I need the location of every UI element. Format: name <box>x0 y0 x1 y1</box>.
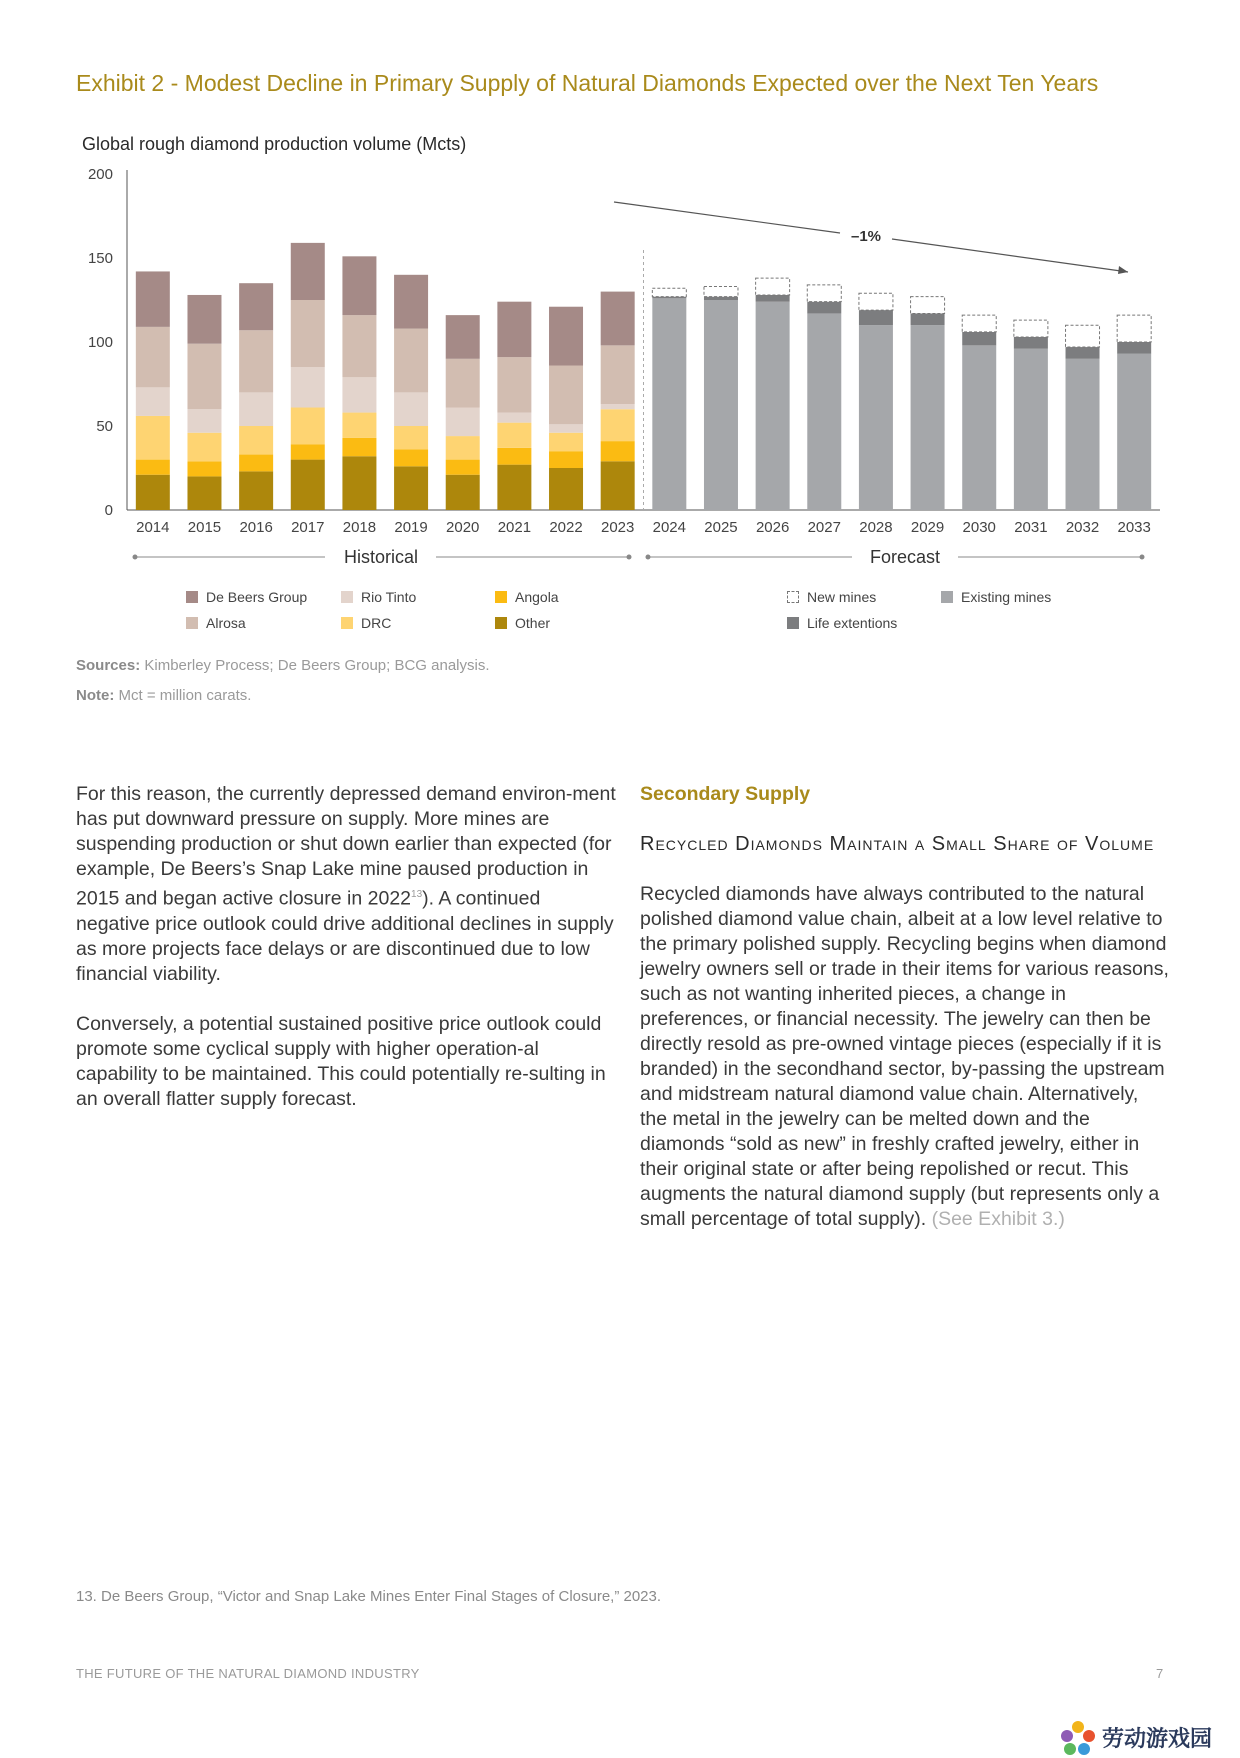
note-text: Mct = million carats. <box>114 687 252 704</box>
x-tick-label: 2021 <box>497 519 532 536</box>
bar-segment-other <box>239 471 273 510</box>
bar-2018 <box>342 256 376 510</box>
bar-segment-angola <box>342 438 376 456</box>
bar-segment-rio_tinto <box>187 409 221 433</box>
x-tick-label: 2022 <box>549 519 583 536</box>
y-tick-label: 0 <box>104 502 113 519</box>
bar-segment-existing <box>1066 359 1100 510</box>
legend-existing <box>941 589 1051 605</box>
bar-segment-life_ext <box>1066 347 1100 359</box>
bar-segment-drc <box>291 408 325 445</box>
bar-segment-rio_tinto <box>601 404 635 409</box>
bar-2021 <box>497 302 531 510</box>
x-tick-label: 2025 <box>704 519 738 536</box>
x-tick-label: 2020 <box>446 519 480 536</box>
bar-segment-new <box>911 297 945 314</box>
trend-line-left <box>614 202 840 233</box>
x-tick-label: 2027 <box>807 519 841 536</box>
pinwheel-logo-icon <box>1058 1718 1098 1758</box>
bar-2017 <box>291 243 325 510</box>
bar-segment-angola <box>497 448 531 465</box>
left-paragraph-1-b: ). A continued negative price outlook could drive additional declines in supply as more projects face delays or are discontinued due to low financial viability. <box>76 887 614 985</box>
bar-segment-new <box>962 315 996 332</box>
x-tick-label: 2032 <box>1065 519 1100 536</box>
x-tick-label: 2029 <box>910 519 945 536</box>
bar-segment-new <box>756 278 790 295</box>
bar-segment-drc <box>446 436 480 460</box>
footnote: 13. De Beers Group, “Victor and Snap Lake Mines Enter Final Stages of Closure,” 2023. <box>76 1588 662 1605</box>
bar-segment-alrosa <box>446 359 480 408</box>
bar-segment-drc <box>549 433 583 451</box>
left-paragraph-1 <box>76 782 616 987</box>
legend-rio-tinto <box>341 589 416 605</box>
forecast-label: Forecast <box>869 547 941 567</box>
section-heading: Secondary Supply <box>640 783 811 805</box>
note-line <box>76 687 251 704</box>
legend-angola <box>495 589 559 605</box>
bar-segment-alrosa <box>497 357 531 412</box>
x-tick-label: 2019 <box>394 519 428 536</box>
bar-segment-drc <box>394 426 428 450</box>
legend-label-de-beers: De Beers Group <box>206 589 308 605</box>
bar-segment-new <box>1066 325 1100 347</box>
bar-segment-other <box>601 461 635 510</box>
bar-segment-rio_tinto <box>446 408 480 437</box>
trend-label: –1% <box>850 228 882 245</box>
legend-swatch-angola <box>495 591 507 603</box>
bar-2031 <box>1014 320 1048 510</box>
bar-2023 <box>601 292 635 510</box>
legend-label-life-ext: Life extentions <box>807 615 898 631</box>
x-tick-label: 2030 <box>962 519 996 536</box>
bar-segment-other <box>446 475 480 510</box>
bar-segment-rio_tinto <box>342 377 376 412</box>
legend-label-alrosa: Alrosa <box>206 615 246 631</box>
bar-segment-rio_tinto <box>497 413 531 423</box>
bar-segment-alrosa <box>394 329 428 393</box>
forecast-dot-right <box>1140 555 1145 560</box>
production-chart <box>0 0 1240 600</box>
bar-segment-new <box>704 287 738 297</box>
bar-segment-life_ext <box>807 302 841 314</box>
bar-segment-existing <box>1117 354 1151 510</box>
bar-segment-de_beers <box>239 283 273 330</box>
bar-segment-alrosa <box>136 327 170 387</box>
bar-segment-de_beers <box>549 307 583 366</box>
bar-segment-angola <box>291 444 325 459</box>
bar-segment-de_beers <box>446 315 480 359</box>
bar-segment-existing <box>652 298 686 510</box>
note-label: Note: <box>76 687 115 704</box>
legend-swatch-other <box>495 617 507 629</box>
bar-segment-alrosa <box>549 366 583 425</box>
legend-alrosa <box>186 615 246 631</box>
bar-segment-existing <box>756 302 790 510</box>
legend-swatch-alrosa <box>186 617 198 629</box>
bar-segment-rio_tinto <box>136 387 170 416</box>
footer-title: THE FUTURE OF THE NATURAL DIAMOND INDUSTRY <box>76 1666 420 1681</box>
bar-2024 <box>652 288 686 510</box>
x-tick-label: 2033 <box>1117 519 1151 536</box>
x-tick-label: 2016 <box>239 519 273 536</box>
historical-dot-right <box>627 555 632 560</box>
bar-segment-other <box>342 456 376 510</box>
bar-2026 <box>756 278 790 510</box>
trend-arrowhead <box>1118 266 1128 274</box>
bar-2016 <box>239 283 273 510</box>
bar-segment-angola <box>394 450 428 467</box>
bar-segment-angola <box>239 455 273 472</box>
x-tick-label: 2017 <box>291 519 325 536</box>
bar-segment-life_ext <box>1014 337 1048 349</box>
historical-dot-left <box>133 555 138 560</box>
sources-label: Sources: <box>76 657 141 674</box>
x-tick-label: 2018 <box>342 519 377 536</box>
bar-2030 <box>962 315 996 510</box>
x-tick-label: 2015 <box>187 519 222 536</box>
bar-segment-existing <box>807 313 841 510</box>
legend-new-mines <box>787 589 876 605</box>
bar-segment-angola <box>446 460 480 475</box>
watermark-text: 劳动游戏园 <box>1102 1727 1213 1752</box>
legend-drc <box>341 615 391 631</box>
bar-segment-drc <box>187 433 221 462</box>
bar-segment-rio_tinto <box>549 424 583 432</box>
bar-segment-rio_tinto <box>239 392 273 426</box>
legend-swatch-life-ext <box>787 617 799 629</box>
right-paragraph-text: Recycled diamonds have always contributed to the natural polished diamond value chain, albeit at a low level relative to the primary polished supply. Recycling begins when diamond jewelry owners sell or trade in their items for various reasons, such as not wanting inherited pieces, a change in preferences, or financial necessity. The jewelry can then be directly resold as pre-owned vintage pieces (especially if it is branded) in the secondhand sector, by-passing the upstream and midstream natural diamond value chain. Alternatively, the metal in the jewelry can be melted down and the diamonds “sold as new” in freshly crafted jewelry, either in their original state or after being repolished or recut. This augments the natural diamond supply (but represents only a small percentage of total supply). <box>640 883 1169 1230</box>
legend-de-beers <box>186 589 307 605</box>
legend-label-rio-tinto: Rio Tinto <box>361 589 417 605</box>
bar-segment-de_beers <box>394 275 428 329</box>
legend-label-other: Other <box>515 615 551 631</box>
bar-segment-other <box>394 466 428 510</box>
bar-2032 <box>1066 325 1100 510</box>
y-axis-label: Global rough diamond production volume (Mcts) <box>82 134 467 154</box>
historical-label: Historical <box>343 547 419 567</box>
bar-segment-life_ext <box>1117 342 1151 354</box>
bar-segment-drc <box>342 413 376 438</box>
bar-2033 <box>1117 315 1151 510</box>
legend-label-angola: Angola <box>515 589 559 605</box>
x-tick-label: 2023 <box>600 519 635 536</box>
bar-segment-existing <box>911 325 945 510</box>
legend-label-existing: Existing mines <box>961 589 1052 605</box>
bar-segment-angola <box>601 441 635 461</box>
bar-2015 <box>187 295 221 510</box>
bar-segment-drc <box>136 416 170 460</box>
legend-swatch-existing <box>941 591 953 603</box>
y-tick-label: 50 <box>96 418 113 435</box>
page-number: 7 <box>1156 1666 1164 1681</box>
bar-segment-existing <box>1014 349 1048 510</box>
bar-segment-angola <box>549 451 583 468</box>
bar-segment-drc <box>239 426 273 455</box>
left-paragraph-1-a: For this reason, the currently depressed demand environ-ment has put downward pressure on supply. More mines are suspending production or shut down earlier than expected (for example, De Beers’s Snap Lake mine paused production in 2015 and began active closure in 2022 <box>76 783 616 910</box>
bar-segment-life_ext <box>756 295 790 302</box>
bar-segment-de_beers <box>601 292 635 346</box>
footnote-ref[interactable]: 13 <box>411 889 423 900</box>
bar-segment-de_beers <box>136 271 170 326</box>
bar-segment-new <box>1014 320 1048 337</box>
bar-segment-new <box>859 293 893 310</box>
sources-text: Kimberley Process; De Beers Group; BCG analysis. <box>140 657 490 674</box>
legend-other <box>495 615 550 631</box>
bar-segment-alrosa <box>342 315 376 377</box>
left-column <box>76 782 616 1137</box>
bar-segment-other <box>497 465 531 510</box>
x-tick-label: 2014 <box>136 519 170 536</box>
x-tick-label: 2028 <box>859 519 893 536</box>
x-axis <box>136 250 1151 536</box>
left-paragraph-2: Conversely, a potential sustained positive price outlook could promote some cyclical supply with higher operation-al capability to be maintained. This could potentially re-sulting in an overall flatter supply forecast. <box>76 1012 606 1110</box>
y-tick-label: 150 <box>87 250 113 267</box>
bar-segment-new <box>1117 315 1151 342</box>
trend-arrow <box>614 202 1128 274</box>
bar-segment-alrosa <box>601 345 635 404</box>
bar-segment-de_beers <box>497 302 531 357</box>
bar-segment-life_ext <box>911 313 945 325</box>
legend-label-new-mines: New mines <box>807 589 877 605</box>
bar-segment-alrosa <box>291 300 325 367</box>
bar-segment-other <box>136 475 170 510</box>
legend-swatch-de-beers <box>186 591 198 603</box>
bar-segment-other <box>291 460 325 510</box>
legend-swatch-new-mines <box>787 591 799 603</box>
x-tick-label: 2026 <box>755 519 790 536</box>
exhibit-title: Exhibit 2 - Modest Decline in Primary Supply of Natural Diamonds Expected over the Next Ten Years <box>76 70 1099 96</box>
trend-line-right <box>892 239 1128 272</box>
bar-segment-life_ext <box>859 310 893 325</box>
x-tick-label: 2024 <box>652 519 687 536</box>
period-brackets <box>133 547 1145 567</box>
x-tick-label: 2031 <box>1014 519 1048 536</box>
bar-2020 <box>446 315 480 510</box>
bar-segment-de_beers <box>187 295 221 344</box>
subheading: Recycled Diamonds Maintain a Small Share of Volume <box>640 833 1155 855</box>
right-paragraph <box>640 882 1170 1232</box>
bar-segment-other <box>187 476 221 510</box>
bar-segment-de_beers <box>342 256 376 315</box>
sources-line <box>76 657 490 674</box>
bar-segment-existing <box>859 325 893 510</box>
bar-segment-life_ext <box>704 297 738 300</box>
bar-2022 <box>549 307 583 510</box>
bar-segment-alrosa <box>187 344 221 410</box>
bar-segment-rio_tinto <box>291 367 325 407</box>
bar-segment-rio_tinto <box>394 392 428 426</box>
bar-segment-alrosa <box>239 330 273 392</box>
bar-segment-existing <box>704 300 738 510</box>
right-column <box>640 782 1170 1232</box>
legend-life-ext <box>787 615 897 631</box>
bar-segment-angola <box>136 460 170 475</box>
bar-2029 <box>911 297 945 510</box>
bar-segment-de_beers <box>291 243 325 300</box>
bar-2028 <box>859 293 893 510</box>
bar-segment-life_ext <box>962 332 996 345</box>
see-exhibit-link[interactable]: (See Exhibit 3.) <box>931 1208 1065 1230</box>
bar-segment-new <box>652 288 686 296</box>
bar-2027 <box>807 285 841 510</box>
bar-2025 <box>704 287 738 510</box>
legend-swatch-drc <box>341 617 353 629</box>
bar-segment-angola <box>187 461 221 476</box>
bar-2019 <box>394 275 428 510</box>
y-tick-label: 200 <box>87 166 113 183</box>
bar-segment-existing <box>962 345 996 510</box>
legend-label-drc: DRC <box>361 615 392 631</box>
bar-segment-drc <box>601 409 635 441</box>
bar-segment-new <box>807 285 841 302</box>
legend-swatch-rio-tinto <box>341 591 353 603</box>
forecast-dot-left <box>646 555 651 560</box>
bar-2014 <box>136 271 170 510</box>
bar-segment-drc <box>497 423 531 448</box>
bar-segment-other <box>549 468 583 510</box>
y-tick-label: 100 <box>87 334 113 351</box>
